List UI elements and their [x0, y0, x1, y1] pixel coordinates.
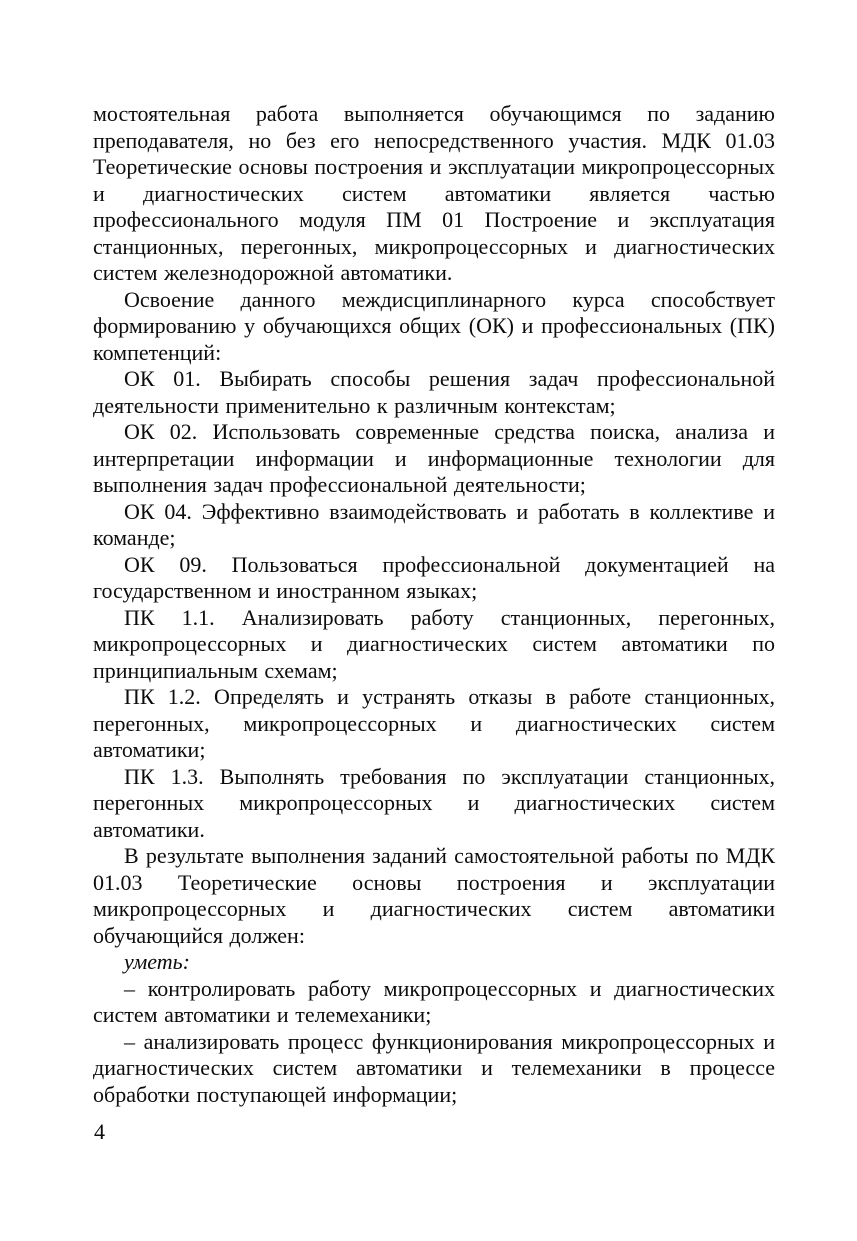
para-skill-item-2: – анализировать процесс функционирования микропроцессорных и диагностических систем автоматики и телемеханики в процессе обработки поступающей информации; [93, 1028, 775, 1107]
para-ok-04: ОК 04. Эффективно взаимодействовать и работать в коллективе и команде; [93, 498, 775, 550]
para-pk-1-1: ПК 1.1. Анализировать работу станционных, перегонных, микропроцессорных и диагностических систем автоматики по принципиальным схемам; [93, 604, 775, 683]
para-ok-01: ОК 01. Выбирать способы решения задач профессиональной деятельности применительно к различным контекстам; [93, 366, 775, 418]
para-ok-02: ОК 02. Использовать современные средства поиска, анализа и интерпретации информации и информационные технологии для выполнения задач профессиональной деятельности; [93, 419, 775, 497]
para-results-intro: В результате выполнения заданий самостоятельной работы по МДК 01.03 Теоретические основы построения и эксплуатации микропроцессорных и диагностических систем автоматики обучающийся должен: [93, 843, 775, 948]
para-pk-1-2: ПК 1.2. Определять и устранять отказы в работе станционных, перегонных, микропроцессорных и диагностических систем автоматики; [93, 684, 775, 762]
para-skill-item-1: – контролировать работу микропроцессорных и диагностических систем автоматики и телемеханики; [93, 975, 775, 1027]
para-pk-1-3: ПК 1.3. Выполнять требования по эксплуатации станционных, перегонных микропроцессорных и диагностических систем автоматики. [93, 763, 775, 842]
page-number: 4 [94, 1119, 105, 1144]
page-text-block [93, 101, 775, 1108]
para-ok-09: ОК 09. Пользоваться профессиональной документацией на государственном и иностранном языках; [93, 551, 775, 603]
para-course-competencies-intro: Освоение данного междисциплинарного курса способствует формированию у обучающихся общих (ОК) и профессиональных (ПК) компетенций: [93, 286, 775, 365]
para-umet-heading: уметь: [124, 949, 190, 974]
para-continued-from-previous-page: мостоятельная работа выполняется обучающимся по заданию преподавателя, но без его непосредственного участия. МДК 01.03 Теоретические основы построения и эксплуатации микропроцессорных и диагностических систем автоматики является частью профессионального модуля ПМ 01 Построение и эксплуатация станционных, перегонных, микропроцессорных и диагностических систем железнодорожной автоматики. [93, 101, 775, 285]
